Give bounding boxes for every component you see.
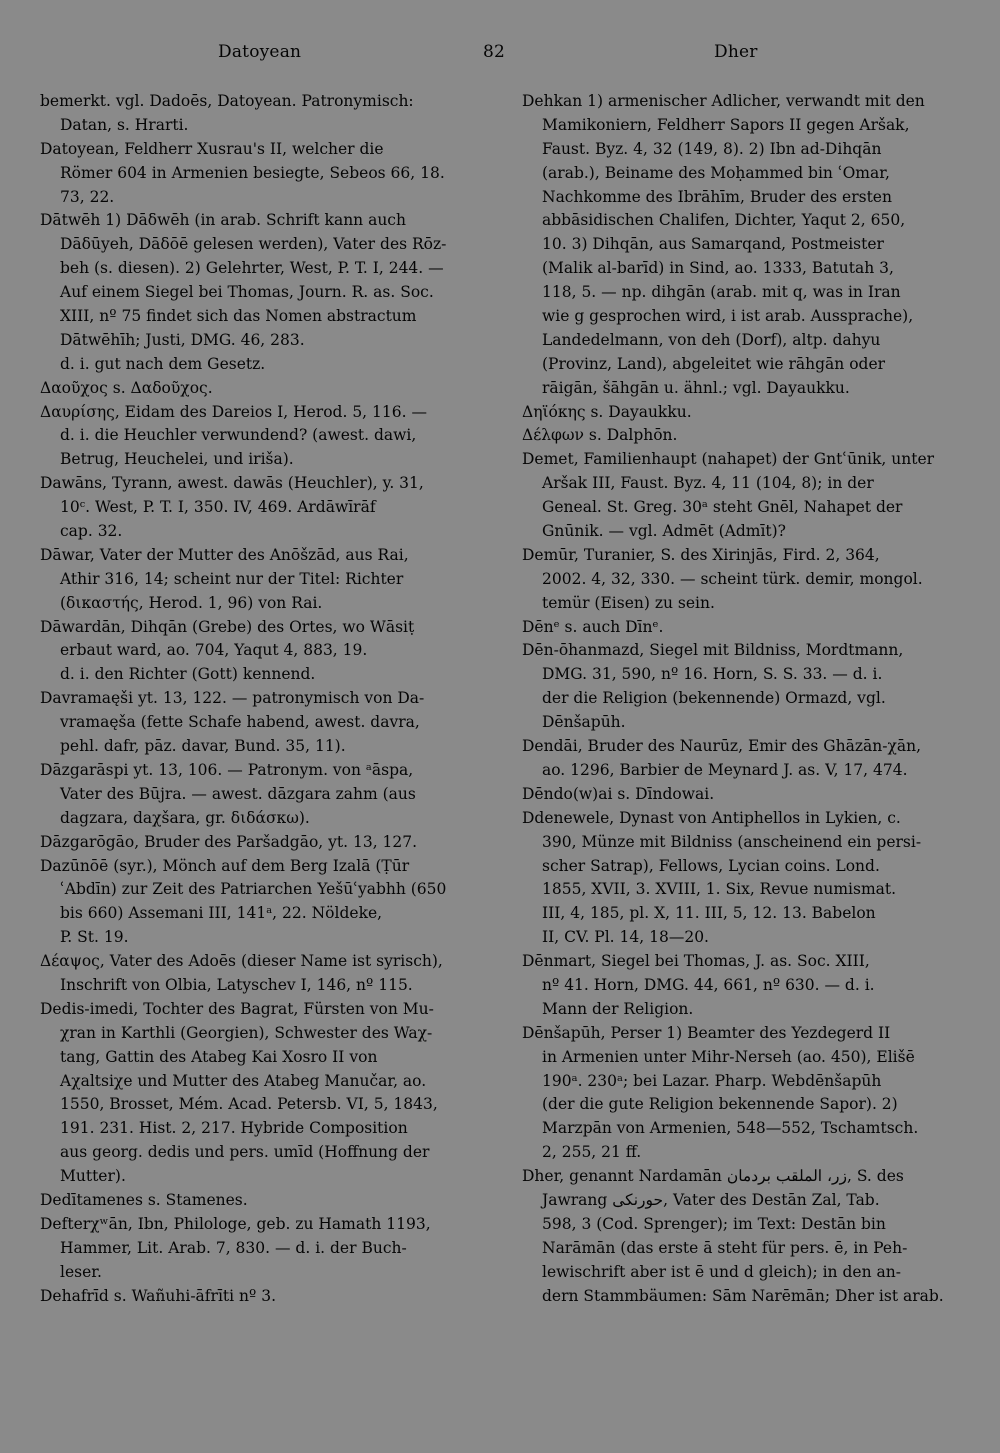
entry-line: 10. 3) Dihqān, aus Samarqand, Postmeister	[542, 235, 884, 254]
entry-line: Davramaęši yt. 13, 122. — patronymisch von Da-	[40, 689, 425, 708]
entry-line: Hammer, Lit. Arab. 7, 830. — d. i. der Buch-	[60, 1238, 407, 1257]
entry-line: in Armenien unter Mihr-Nerseh (ao. 450), Elišē	[542, 1047, 915, 1066]
dictionary-entry	[40, 831, 476, 855]
entry-line: Datoyean, Feldherr Xusrau's II, welcher die	[40, 139, 384, 158]
entry-line: 1550, Brosset, Mém. Acad. Petersb. VI, 5, 1843,	[60, 1095, 438, 1114]
entry-line: dern Stammbäumen: Sām Narēmān; Dher ist arab.	[542, 1286, 944, 1305]
entry-line: Dāzgarōgāo, Bruder des Paršadgāo, yt. 13, 127.	[40, 832, 418, 851]
entry-line: Datan, s. Hrarti.	[60, 115, 189, 134]
entry-line: III, 4, 185, pl. X, 11. III, 5, 12. 13. Babelon	[542, 904, 876, 923]
entry-line: Dātwēh 1) Dāδwēh (in arab. Schrift kann auch	[40, 211, 406, 230]
dictionary-entry	[40, 544, 476, 616]
entry-line: Dāwar, Vater der Mutter des Anōšzād, aus Rai,	[40, 545, 409, 564]
entry-line: Dāδūyeh, Dāδōē gelesen werden), Vater des Rōz-	[60, 235, 447, 254]
entry-line: Betrug, Heuchelei, und iriša).	[60, 450, 294, 469]
entry-line: aus georg. dedis und pers. umīd (Hoffnung der	[60, 1143, 430, 1162]
dictionary-entry	[40, 377, 476, 401]
entry-line: cap. 32.	[60, 522, 123, 541]
dictionary-entry	[40, 472, 476, 544]
entry-line: Marzpān von Armenien, 548—552, Tschamtsch.	[542, 1119, 919, 1138]
entry-line: scher Satrap), Fellows, Lycian coins. Lond.	[542, 856, 880, 875]
entry-line: bis 660) Assemani III, 141ᵃ, 22. Nöldeke,	[60, 904, 383, 923]
entry-line: (δικαστής, Herod. 1, 96) von Rai.	[60, 593, 323, 612]
entry-line: Auf einem Siegel bei Thomas, Journ. R. as. Soc.	[60, 283, 434, 302]
entry-line: erbaut ward, ao. 704, Yaqut 4, 883, 19.	[60, 641, 368, 660]
dictionary-entry	[522, 735, 962, 783]
dictionary-entry	[40, 401, 476, 473]
dictionary-entry	[40, 138, 476, 210]
entry-line: Dāzgarāspi yt. 13, 106. — Patronym. von ᵃāspa,	[40, 760, 414, 779]
entry-line: Geneal. St. Greg. 30ᵃ steht Gnēl, Nahapet der	[542, 498, 903, 517]
entry-line: 598, 3 (Cod. Sprenger); im Text: Destān bin	[542, 1214, 886, 1233]
entry-line: ʿAbdīn) zur Zeit des Patriarchen Yešūʿyabhh (650	[60, 880, 447, 899]
running-head-left: Datoyean	[218, 42, 302, 62]
entry-line: Dēnšapūh.	[542, 713, 626, 732]
dictionary-entry	[40, 855, 476, 951]
entry-line: Δέλφων s. Dalphōn.	[522, 426, 678, 445]
entry-line: beh (s. diesen). 2) Gelehrter, West, P. T. I, 244. —	[60, 259, 444, 278]
entry-line: Defterχʷān, Ibn, Philologe, geb. zu Hamath 1193,	[40, 1214, 431, 1233]
entry-line: Narāmān (das erste ā steht für pers. ē, in Peh-	[542, 1238, 908, 1257]
dictionary-entry	[522, 544, 962, 616]
entry-line: Mann der Religion.	[542, 999, 694, 1018]
entry-line: Vater des Būjra. — awest. dāzgara zahm (aus	[60, 784, 416, 803]
entry-line: Dēndo(w)ai s. Dīndowai.	[522, 784, 715, 803]
entry-line: Landedelmann, von deh (Dorf), altp. dahyu	[542, 330, 881, 349]
entry-line: Dher, genannt Nardamān زر، الملقب بردمان, S. des	[522, 1167, 904, 1186]
dictionary-entry	[522, 639, 962, 735]
entry-line: Aršak III, Faust. Byz. 4, 11 (104, 8); in der	[542, 474, 874, 493]
dictionary-entry	[522, 950, 962, 1022]
dictionary-entry	[40, 998, 476, 1189]
entry-line: 190ᵃ. 230ᵃ; bei Lazar. Pharp. Webdēnšapūh	[542, 1071, 882, 1090]
dictionary-entry	[40, 1213, 476, 1285]
entry-line: Δαοῦχος s. Δαδοῦχος.	[40, 378, 213, 397]
dictionary-entry	[40, 759, 476, 831]
dictionary-entry	[40, 209, 476, 376]
entry-line: Dēnᵉ s. auch Dīnᵉ.	[522, 617, 664, 636]
entry-line: Δαυρίσης, Eidam des Dareios I, Herod. 5, 116. —	[40, 402, 427, 421]
entry-line: Mamikoniern, Feldherr Sapors II gegen Aršak,	[542, 115, 910, 134]
entry-line: Dendāi, Bruder des Naurūz, Emir des Ghāzān-χān,	[522, 737, 922, 756]
entry-line: 191. 231. Hist. 2, 217. Hybride Composition	[60, 1119, 408, 1138]
entry-line: XIII, nº 75 findet sich das Nomen abstractum	[60, 307, 417, 326]
dictionary-entry	[40, 950, 476, 998]
entry-line: Dātwēhīh; Justi, DMG. 46, 283.	[60, 330, 305, 349]
entry-line: Demet, Familienhaupt (nahapet) der Gntʿūnik, unter	[522, 450, 935, 469]
entry-line: Dawāns, Tyrann, awest. dawās (Heuchler), y. 31,	[40, 474, 424, 493]
page-number: 82	[483, 42, 506, 62]
entry-line: lewischrift aber ist ē und d gleich); in den an-	[542, 1262, 901, 1281]
entry-line: rāigān, šāhgān u. ähnl.; vgl. Dayaukku.	[542, 378, 850, 397]
entry-line: 10ᶜ. West, P. T. I, 350. IV, 469. Ardāwīrāf	[60, 498, 376, 517]
entry-line: (Malik al-barīd) in Sind, ao. 1333, Batutah 3,	[542, 259, 894, 278]
entry-line: Dazūnōē (syr.), Mönch auf dem Berg Izalā (Ṭūr	[40, 856, 410, 875]
dictionary-entry	[522, 90, 962, 401]
dictionary-entry	[40, 1189, 476, 1213]
entry-line: Dehkan 1) armenischer Adlicher, verwandt mit den	[522, 92, 925, 110]
entry-line: Dāwardān, Dihqān (Grebe) des Ortes, wo Wāsiṭ	[40, 617, 415, 636]
dictionary-entry	[522, 1022, 962, 1165]
entry-line: 73, 22.	[60, 187, 115, 206]
entry-line: (Provinz, Land), abgeleitet wie rāhgān oder	[542, 354, 886, 373]
entry-line: Faust. Byz. 4, 32 (149, 8). 2) Ibn ad-Dihqān	[542, 139, 882, 158]
entry-line: Mutter).	[60, 1167, 126, 1186]
right-column	[522, 90, 962, 1308]
dictionary-entry	[522, 783, 962, 807]
entry-line: Dēnšapūh, Perser 1) Beamter des Yezdegerd II	[522, 1023, 891, 1042]
entry-line: Dēn-ōhanmazd, Siegel mit Bildniss, Mordtmann,	[522, 641, 904, 660]
entry-line: 118, 5. — np. dihgān (arab. mit q, was in Iran	[542, 283, 901, 302]
entry-line: Inschrift von Olbia, Latyschev I, 146, nº 115.	[60, 975, 413, 994]
entry-line: 2002. 4, 32, 330. — scheint türk. demir, mongol.	[542, 569, 923, 588]
entry-line: d. i. die Heuchler verwundend? (awest. dawi,	[60, 426, 417, 445]
entry-line: (arab.), Beiname des Moḥammed bin ʿOmar,	[542, 163, 890, 182]
entry-line: 2, 255, 21 ff.	[542, 1143, 642, 1162]
entry-line: Dedītamenes s. Stamenes.	[40, 1190, 248, 1209]
dictionary-entry	[522, 807, 962, 950]
left-column	[40, 90, 476, 1308]
entry-line: d. i. den Richter (Gott) kennend.	[60, 665, 316, 684]
entry-line: Athir 316, 14; scheint nur der Titel: Richter	[60, 569, 404, 588]
entry-line: χran in Karthli (Georgien), Schwester des Waχ-	[60, 1023, 433, 1042]
dictionary-entry	[522, 448, 962, 544]
dictionary-entry	[522, 1165, 962, 1308]
entry-line: Dehafrīd s. Wañuhi-āfrīti nº 3.	[40, 1286, 276, 1305]
entry-line: Dēnmart, Siegel bei Thomas, J. as. Soc. XIII,	[522, 952, 870, 971]
entry-line: Δηϊόκης s. Dayaukku.	[522, 402, 692, 421]
entry-line: Römer 604 in Armenien besiegte, Sebeos 66, 18.	[60, 163, 445, 182]
entry-line: pehl. dafr, pāz. davar, Bund. 35, 11).	[60, 737, 346, 756]
dictionary-entry	[40, 90, 476, 138]
entry-line: d. i. gut nach dem Gesetz.	[60, 354, 266, 373]
entry-line: Dedis-imedi, Tochter des Bagrat, Fürsten von Mu-	[40, 999, 434, 1018]
entry-line: (der die gute Religion bekennende Sapor). 2)	[542, 1095, 898, 1114]
entry-line: DMG. 31, 590, nº 16. Horn, S. S. 33. — d. i.	[542, 665, 883, 684]
entry-line: Gnūnik. — vgl. Admēt (Admīt)?	[542, 522, 786, 541]
entry-line: wie g gesprochen wird, i ist arab. Aussprache),	[542, 307, 914, 326]
entry-line: 390, Münze mit Bildniss (anscheinend ein persi-	[542, 832, 922, 851]
entry-line: Ddenewele, Dynast von Antiphellos in Lykien, c.	[522, 808, 901, 827]
entry-line: leser.	[60, 1262, 102, 1281]
entry-line: Demūr, Turanier, S. des Xirinjās, Fird. 2, 364,	[522, 545, 880, 564]
entry-line: dagzara, daχšara, gr. διδάσκω).	[60, 808, 310, 827]
dictionary-entry	[522, 401, 962, 425]
dictionary-entry	[40, 616, 476, 688]
entry-line: Nachkomme des Ibrāhīm, Bruder des ersten	[542, 187, 892, 206]
dictionary-entry	[40, 1285, 476, 1309]
entry-line: temür (Eisen) zu sein.	[542, 593, 715, 612]
entry-line: II, CV. Pl. 14, 18—20.	[542, 928, 709, 947]
entry-line: der die Religion (bekennende) Ormazd, vgl.	[542, 689, 886, 708]
dictionary-entry	[40, 687, 476, 759]
running-head-right: Dher	[714, 42, 758, 62]
entry-line: vramaęša (fette Schafe habend, awest. davra,	[60, 713, 420, 732]
entry-line: Δέαψος, Vater des Adoēs (dieser Name ist syrisch),	[40, 952, 443, 971]
entry-line: nº 41. Horn, DMG. 44, 661, nº 630. — d. i.	[542, 975, 875, 994]
dictionary-entry	[522, 424, 962, 448]
entry-line: 1855, XVII, 3. XVIII, 1. Six, Revue numismat.	[542, 880, 897, 899]
entry-line: bemerkt. vgl. Dadoēs, Datoyean. Patronymisch:	[40, 92, 414, 110]
entry-line: tang, Gattin des Atabeg Kai Xosro II von	[60, 1047, 378, 1066]
dictionary-entry	[522, 616, 962, 640]
entry-line: abbāsidischen Chalifen, Dichter, Yaqut 2, 650,	[542, 211, 906, 230]
entry-line: Aχaltsiχe und Mutter des Atabeg Manučar, ao.	[60, 1071, 427, 1090]
entry-line: ao. 1296, Barbier de Meynard J. as. V, 17, 474.	[542, 760, 908, 779]
entry-line: P. St. 19.	[60, 928, 129, 947]
entry-line: Jawrang حورنكى, Vater des Destān Zal, Tab.	[542, 1190, 880, 1209]
